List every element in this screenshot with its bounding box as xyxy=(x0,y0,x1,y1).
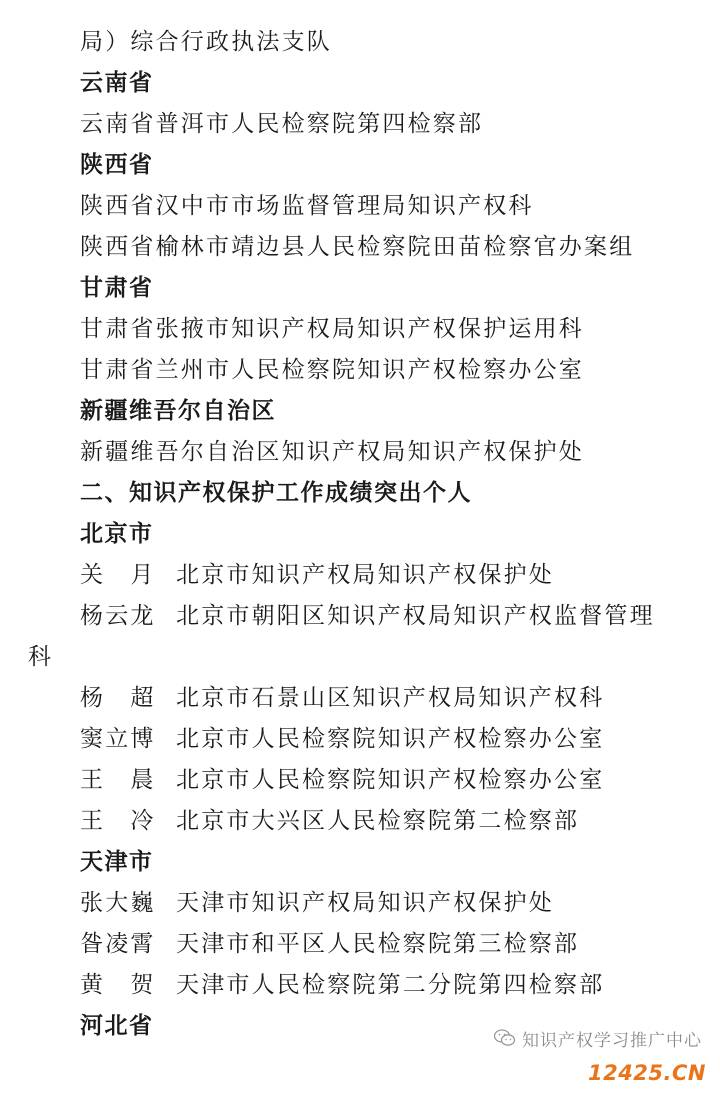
person-entry xyxy=(80,719,604,759)
person-entry xyxy=(80,678,604,718)
person-unit: 北京市石景山区知识产权局知识产权科 xyxy=(176,685,605,711)
person-unit: 北京市知识产权局知识产权保护处 xyxy=(176,562,554,588)
person-unit: 北京市朝阳区知识产权局知识产权监督管理 xyxy=(176,603,655,629)
text-line: 云南省普洱市人民检察院第四检察部 xyxy=(80,111,484,137)
person-name: 张大巍 xyxy=(80,890,156,916)
person-unit: 北京市人民检察院知识产权检察办公室 xyxy=(176,767,605,793)
person-name: 王 晨 xyxy=(80,767,156,793)
person-name: 关 月 xyxy=(80,562,156,588)
province-heading: 陕西省 xyxy=(80,152,154,178)
province-heading: 甘肃省 xyxy=(80,275,154,301)
person-unit: 天津市知识产权局知识产权保护处 xyxy=(176,890,554,916)
wechat-icon xyxy=(494,1029,516,1047)
province-heading: 河北省 xyxy=(80,1013,154,1039)
wrap-continuation: 科 xyxy=(28,644,54,670)
person-unit: 天津市和平区人民检察院第三检察部 xyxy=(176,931,580,957)
province-heading: 新疆维吾尔自治区 xyxy=(80,398,276,424)
person-name: 王 冷 xyxy=(80,808,156,834)
person-entry xyxy=(80,883,554,923)
person-name: 窦立博 xyxy=(80,726,156,752)
person-unit: 北京市人民检察院知识产权检察办公室 xyxy=(176,726,605,752)
text-line: 甘肃省张掖市知识产权局知识产权保护运用科 xyxy=(80,316,584,342)
person-entry xyxy=(80,965,604,1005)
person-entry xyxy=(80,801,579,841)
person-name: 黄 贺 xyxy=(80,972,156,998)
province-heading: 北京市 xyxy=(80,521,154,547)
text-line: 局）综合行政执法支队 xyxy=(80,29,332,55)
person-unit: 天津市人民检察院第二分院第四检察部 xyxy=(176,972,605,998)
text-line: 陕西省榆林市靖边县人民检察院田苗检察官办案组 xyxy=(80,234,635,260)
province-heading: 天津市 xyxy=(80,849,154,875)
person-name: 杨云龙 xyxy=(80,603,156,629)
province-heading: 云南省 xyxy=(80,70,154,96)
person-name: 杨 超 xyxy=(80,685,156,711)
person-entry xyxy=(80,596,655,636)
person-unit: 北京市大兴区人民检察院第二检察部 xyxy=(176,808,580,834)
person-entry xyxy=(80,760,604,800)
text-line: 新疆维吾尔自治区知识产权局知识产权保护处 xyxy=(80,439,584,465)
text-line: 陕西省汉中市市场监督管理局知识产权科 xyxy=(80,193,534,219)
person-name: 昝凌霄 xyxy=(80,931,156,957)
person-entry xyxy=(80,924,579,964)
site-logo: 12425.CN xyxy=(587,1061,706,1085)
text-line: 甘肃省兰州市人民检察院知识产权检察办公室 xyxy=(80,357,584,383)
watermark-text: 知识产权学习推广中心 xyxy=(522,1030,702,1051)
watermark xyxy=(494,1023,702,1053)
section-heading: 二、知识产权保护工作成绩突出个人 xyxy=(80,480,472,506)
person-entry xyxy=(80,555,554,595)
